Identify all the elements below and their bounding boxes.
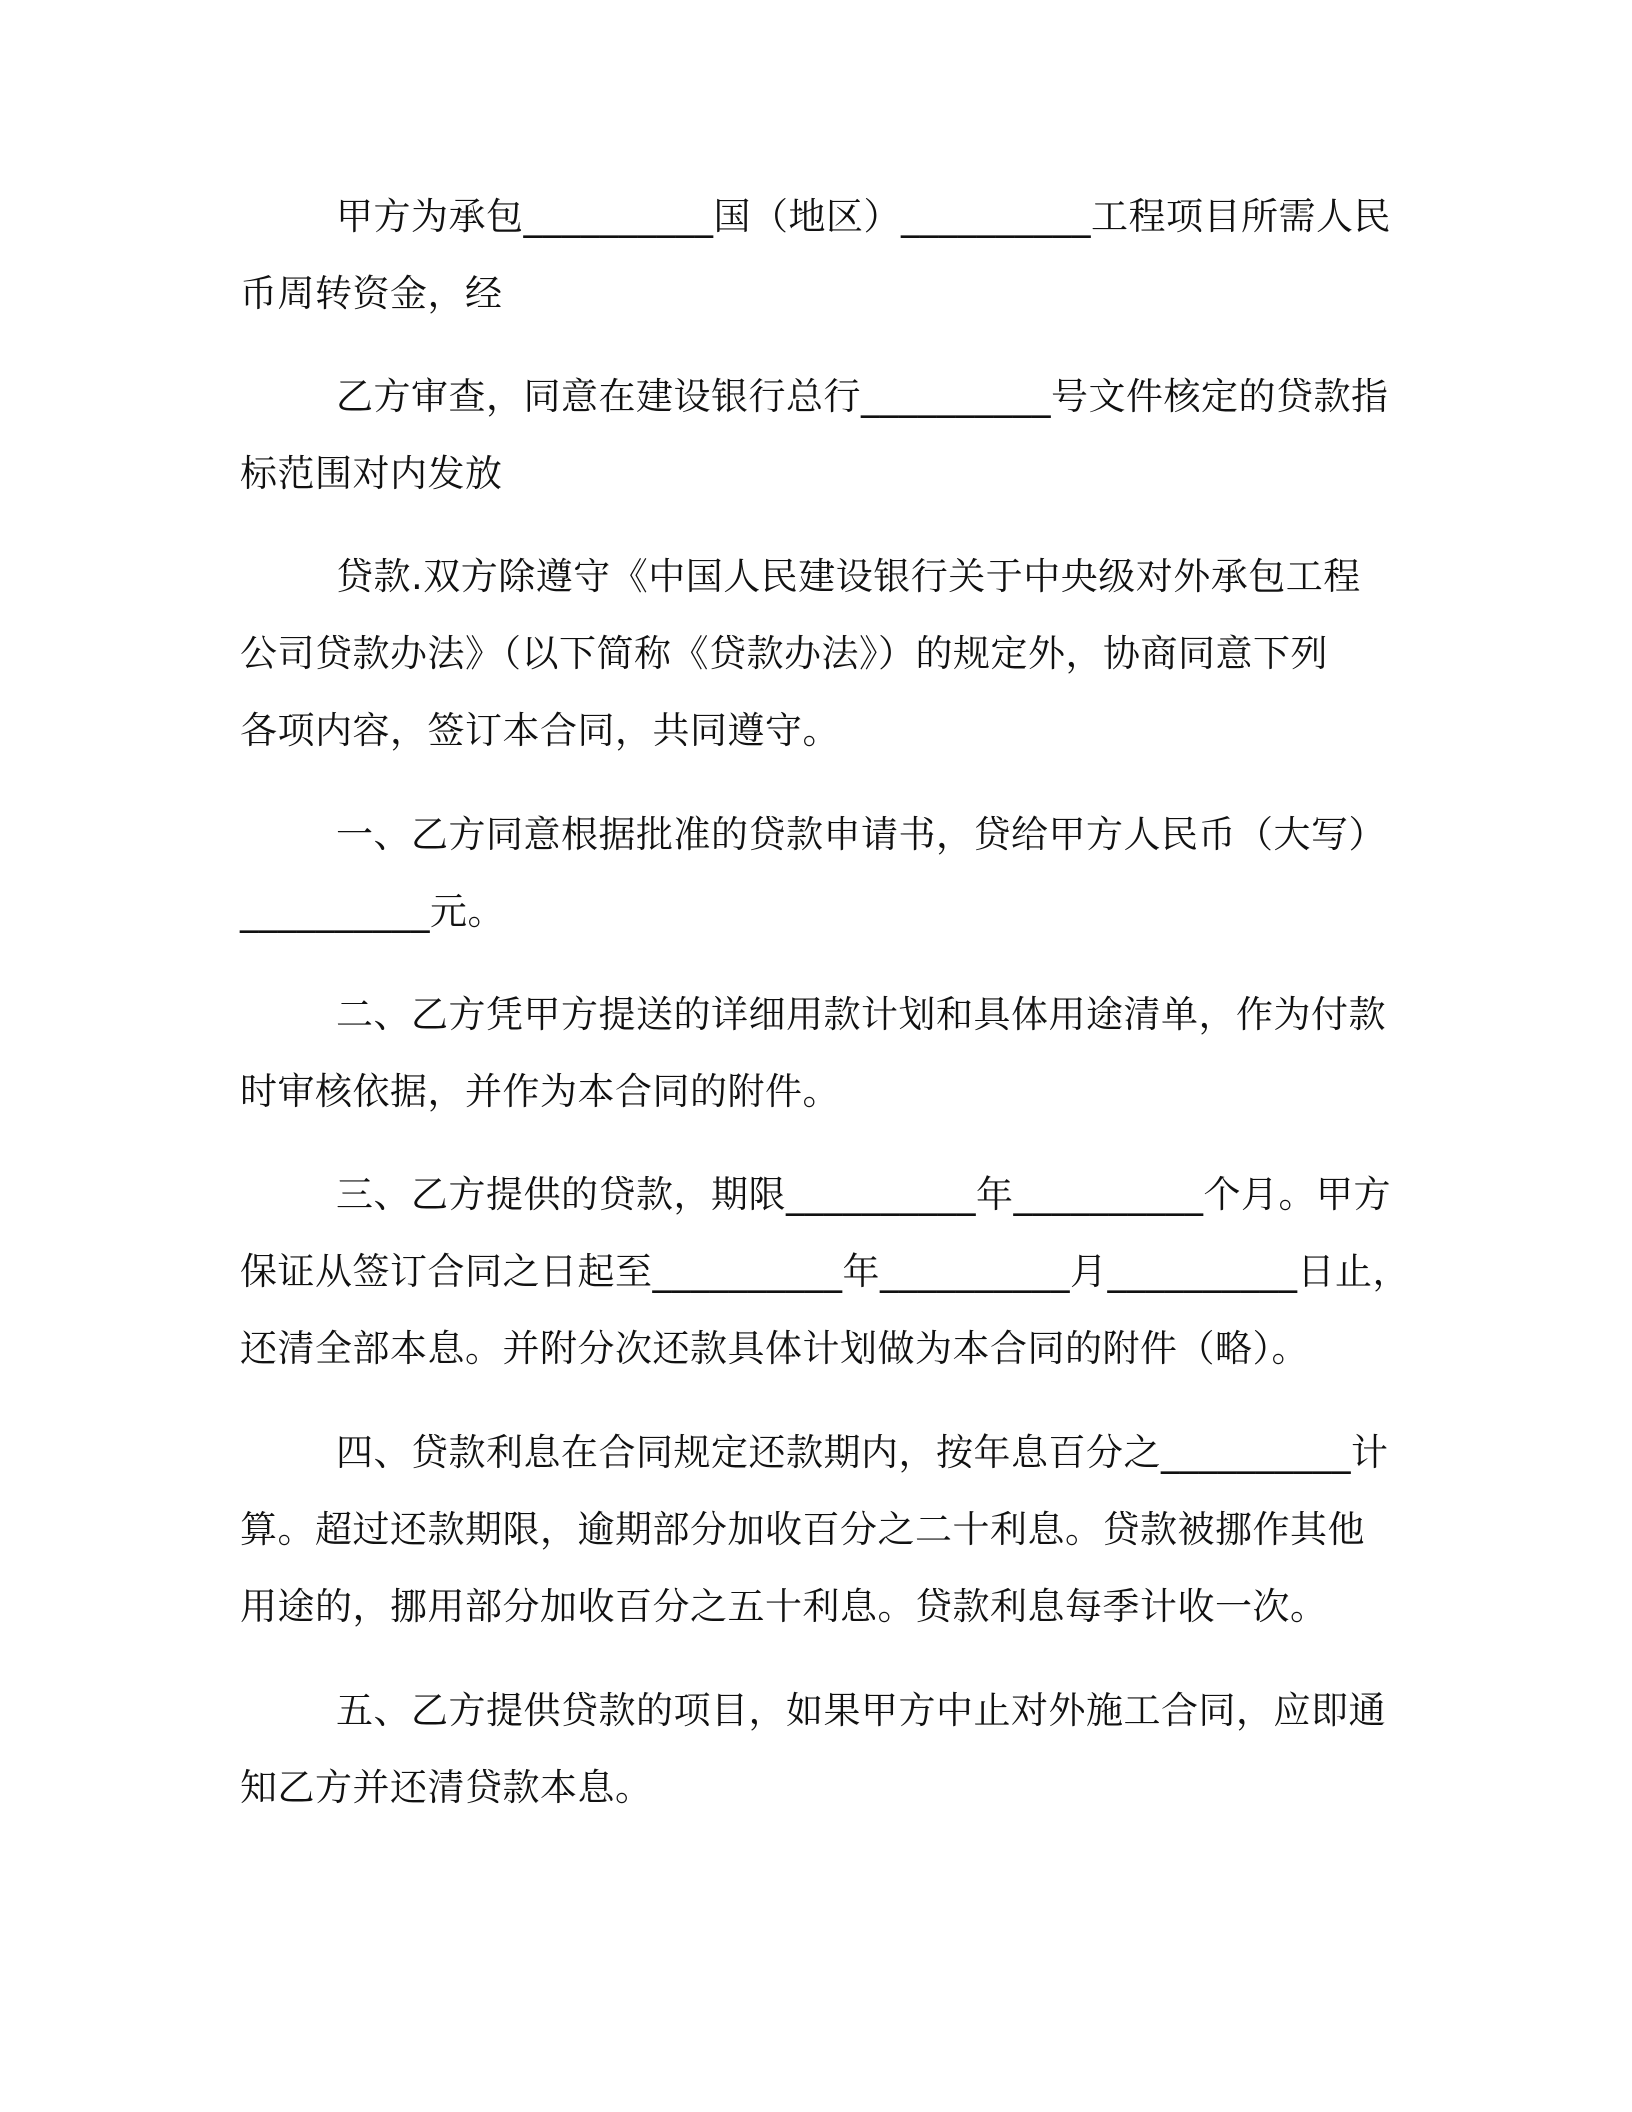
paragraph-5	[240, 976, 1386, 1130]
paragraph-line: 贷款.双方除遵守《中国人民建设银行关于中央级对外承包工程	[336, 555, 1361, 598]
paragraph-line: 五、乙方提供贷款的项目，如果甲方中止对外施工合同，应即通	[336, 1689, 1386, 1732]
paragraph-line: 保证从签订合同之日起至__________年__________月__________日止，	[240, 1250, 1410, 1293]
paragraph-line: 还清全部本息。并附分次还款具体计划做为本合同的附件（略）。	[240, 1327, 1309, 1370]
paragraph-line: 二、乙方凭甲方提送的详细用款计划和具体用途清单，作为付款	[336, 993, 1386, 1036]
paragraph-line: 乙方审查，同意在建设银行总行__________号文件核定的贷款指	[336, 375, 1389, 418]
paragraph-2	[240, 358, 1389, 512]
paragraph-line: 时审核依据，并作为本合同的附件。	[240, 1070, 840, 1113]
paragraph-3	[240, 538, 1376, 769]
paragraph-line: 甲方为承包__________国（地区）__________工程项目所需人民	[336, 195, 1391, 238]
paragraph-6	[240, 1156, 1410, 1387]
paragraph-line: 各项内容，签订本合同，共同遵守。	[240, 709, 840, 752]
paragraph-line: 四、贷款利息在合同规定还款期内，按年息百分之__________计	[336, 1431, 1389, 1474]
paragraph-line: 币周转资金，经	[240, 272, 503, 315]
paragraph-line: 算。超过还款期限，逾期部分加收百分之二十利息。贷款被挪作其他	[240, 1508, 1365, 1551]
paragraph-4	[240, 796, 1386, 950]
paragraph-line: 三、乙方提供的贷款，期限__________年__________个月。甲方	[336, 1173, 1391, 1216]
paragraph-line: 公司贷款办法》（以下简称《贷款办法》）的规定外，协商同意下列	[240, 632, 1328, 675]
paragraph-line: 用途的，挪用部分加收百分之五十利息。贷款利息每季计收一次。	[240, 1585, 1328, 1628]
paragraph-7	[240, 1414, 1389, 1645]
paragraph-8	[240, 1672, 1386, 1826]
paragraph-line: 知乙方并还清贷款本息。	[240, 1766, 653, 1809]
paragraph-line: __________元。	[240, 890, 505, 933]
paragraph-line: 一、乙方同意根据批准的贷款申请书，贷给甲方人民币（大写）	[336, 813, 1386, 856]
paragraph-1	[240, 178, 1391, 332]
paragraph-line: 标范围对内发放	[240, 452, 503, 495]
